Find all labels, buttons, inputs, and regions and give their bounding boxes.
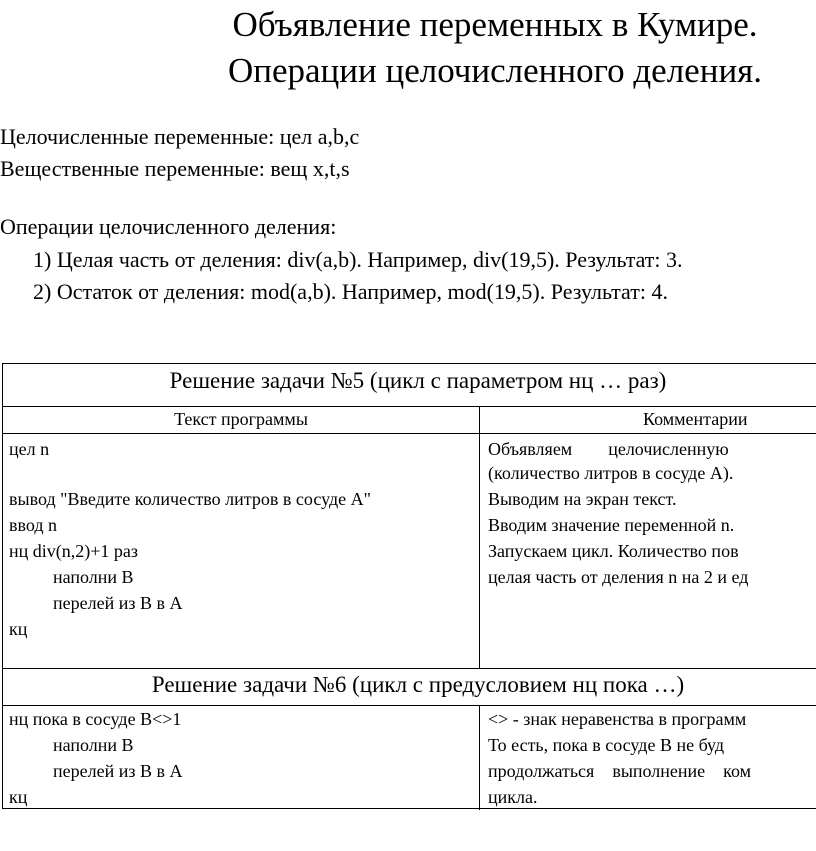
task6-title: Решение задачи №6 (цикл с предусловием нц пока …) (151, 672, 685, 697)
table-rule (3, 668, 816, 669)
comment-line: продолжаться выполнение ком (488, 761, 752, 781)
solutions-table (2, 363, 816, 809)
real-vars-line: Вещественные переменные: вещ x,t,s (0, 156, 350, 181)
code-line: нц div(n,2)+1 раз (9, 541, 139, 561)
comment-line: <> - знак неравенства в программ (488, 709, 747, 729)
comment-line: (количество литров в сосуде А). (488, 463, 734, 483)
code-line: кц (9, 787, 28, 807)
ops-heading: Операции целочисленного деления: (0, 214, 337, 239)
col-header-comments: Комментарии (643, 409, 748, 429)
column-divider (479, 406, 480, 668)
title-line-1: Объявление переменных в Кумире. (232, 5, 758, 44)
code-line: кц (9, 619, 28, 639)
column-divider (479, 705, 480, 810)
int-vars-line: Целочисленные переменные: цел a,b,c (0, 124, 360, 149)
table-rule (3, 433, 816, 434)
title-line-2: Операции целочисленного деления. (227, 51, 763, 90)
code-line: вывод "Введите количество литров в сосуде А" (9, 489, 371, 509)
comment-line: цикла. (488, 787, 538, 807)
comment-line: Вводим значение переменной n. (488, 515, 735, 535)
table-rule (3, 406, 816, 407)
code-line: ввод n (9, 515, 58, 535)
comment-line: целая часть от деления n на 2 и ед (488, 567, 749, 587)
col-header-program: Текст программы (174, 409, 308, 429)
op-div-line: 1) Целая часть от деления: div(a,b). Например, div(19,5). Результат: 3. (33, 247, 683, 272)
comment-line: Объявляем целочисленную (488, 439, 729, 459)
code-line: перелей из В в А (53, 593, 183, 613)
code-line: наполни В (53, 567, 134, 587)
code-line: цел n (9, 439, 50, 459)
code-line: наполни В (53, 735, 134, 755)
code-line: нц пока в сосуде В<>1 (9, 709, 182, 729)
comment-line: То есть, пока в сосуде В не буд (488, 735, 725, 755)
task5-title: Решение задачи №5 (цикл с параметром нц … раз) (169, 368, 667, 393)
code-line: перелей из В в А (53, 761, 183, 781)
op-mod-line: 2) Остаток от деления: mod(a,b). Например, mod(19,5). Результат: 4. (33, 279, 668, 304)
comment-line: Запускаем цикл. Количество пов (488, 541, 739, 561)
comment-line: Выводим на экран текст. (488, 489, 677, 509)
